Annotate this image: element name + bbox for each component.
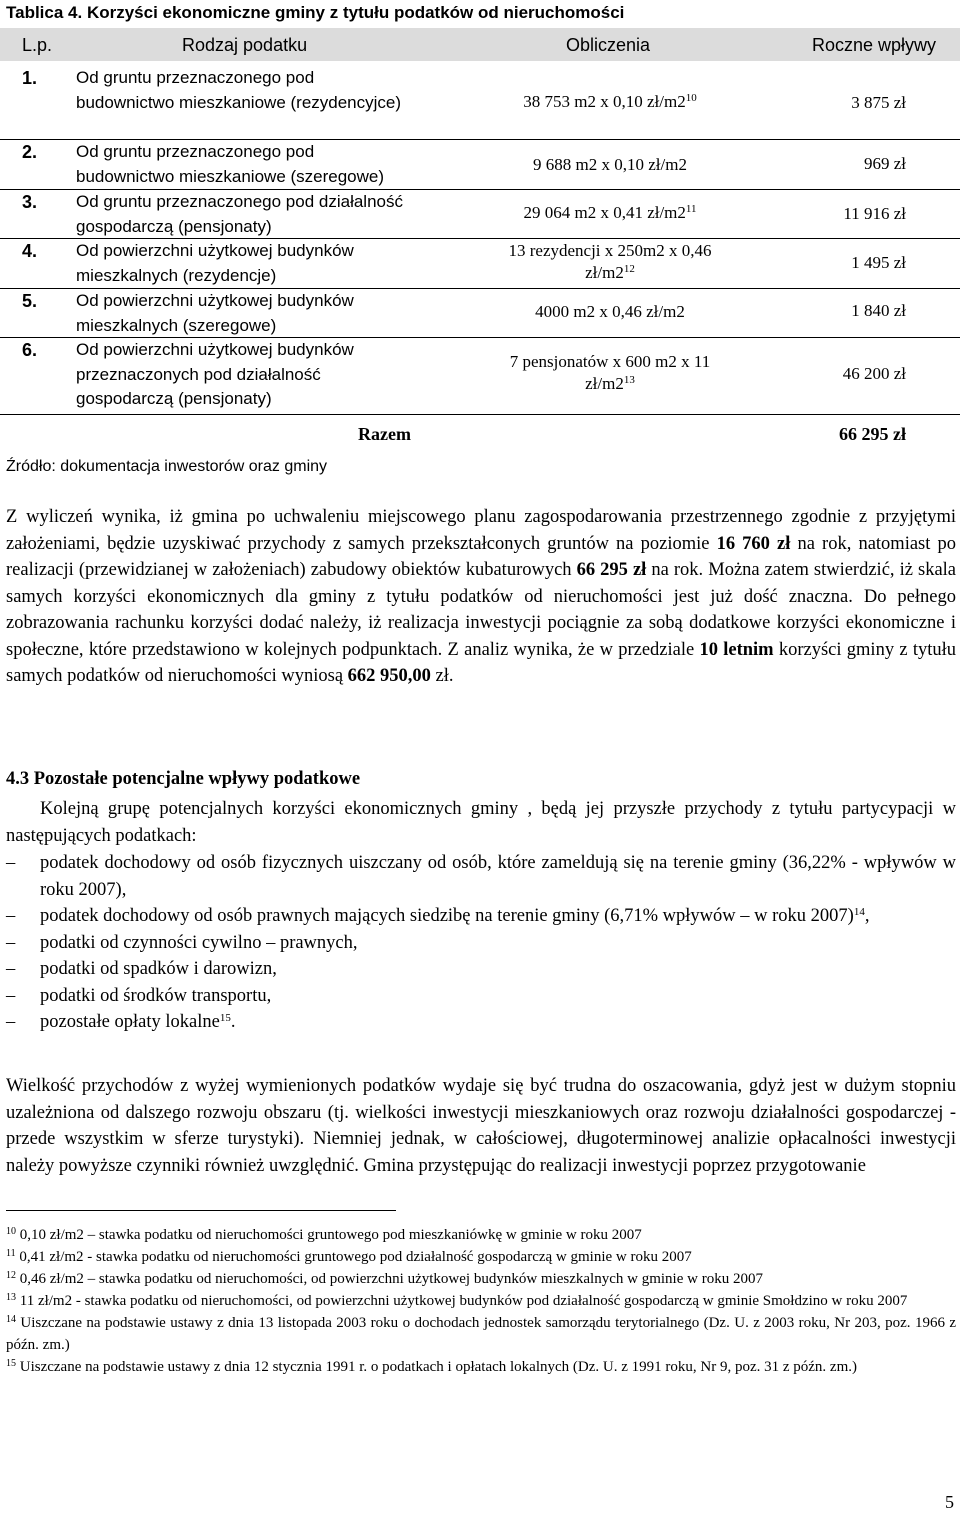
header-kind: Rodzaj podatku: [182, 35, 308, 55]
row-number: 6.: [22, 340, 38, 360]
row-number: 1.: [22, 68, 38, 88]
list-item: – podatki od czynności cywilno – prawnych,: [6, 932, 358, 953]
row-calc: 13 rezydencji x 250m2 x 0,46 $zł/m2^{12}$: [508, 241, 712, 282]
footnote: $^{12}$ 0,46 zł/m2 – stawka podatku od nieruchomości, od powierzchni użytkowej budynków mieszkalnych w gminie w roku 2007: [6, 1270, 763, 1287]
table-header: [0, 28, 960, 61]
footnotes: [6, 1224, 956, 1378]
row-kind: Od powierzchni użytkowej budynków mieszkalnych (rezydencje): [76, 241, 354, 285]
total-label: Razem: [358, 424, 411, 444]
row-divider: [0, 414, 960, 415]
list-item: – podatki od środków transportu,: [6, 985, 272, 1006]
row-number: 4.: [22, 241, 38, 261]
row-calc: 9 688 m2 x 0,10 zł/m2: [533, 155, 687, 174]
row-kind: Od powierzchni użytkowej budynków przeznaczonych pod działalność gospodarczą (pensjonaty): [76, 340, 354, 408]
footnote-divider: [6, 1210, 396, 1211]
tax-list: [0, 850, 956, 1036]
closing-paragraph: Wielkość przychodów z wyżej wymienionych podatków wydaje się być trudna do oszacowania, gdyż jest w dużym stopniu uzależniona od dalszego rozwoju obszaru (tj. wielkości inwestycji mieszkaniowych oraz rozwoju działalności gospodarczej - przede wszystkim w sferze turystyki). Niemniej jednak, w całościowej, długoterminowej analizie opłacalności inwestycji należy powyższe czynniki również uwzględnić. Gmina przystępując do realizacji inwestycji poprzez przygotowanie: [6, 1076, 956, 1176]
footnote: $^{13}$ 11 zł/m2 - stawka podatku od nieruchomości, od powierzchni użytkowej budynków pod działalność gospodarczą w gminie Smołdzino w roku 2007: [6, 1292, 908, 1309]
row-calc: 29 064 m2 x 0,41 $zł/m2^{11}$: [523, 203, 697, 222]
total-value: 66 295 zł: [839, 424, 906, 444]
section-intro: Kolejną grupę potencjalnych korzyści ekonomicznych gminy , będą jej przyszłe przychody z tytułu partycypacji w następujących podatkach:: [6, 799, 956, 846]
row-calc: 7 pensjonatów x 600 m2 x 11 $zł/m2^{13}$: [509, 352, 711, 393]
row-amount: 1 840 zł: [851, 301, 906, 320]
row-kind: Od gruntu przeznaczonego pod działalność gospodarczą (pensjonaty): [76, 192, 403, 236]
row-kind: Od gruntu przeznaczonego pod budownictwo mieszkaniowe (rezydencyjce): [76, 68, 402, 112]
page-number: 5: [945, 1492, 954, 1512]
summary-paragraph: Z wyliczeń wynika, iż gmina po uchwaleniu miejscowego planu zagospodarowania przestrzennego zgodnie z przyjętymi założeniami, będzie uzyskiwać przychody z samych przekształconych gruntów na poziomie 16 760 zł na rok, natomiast po realizacji (przewidzianej w założeniach) zabudowy obiektów kubaturowych 66 295 zł na rok. Można zatem stwierdzić, iż skala samych korzyści ekonomicznych dla gminy z tytułu podatków od nieruchomości jest już dość znaczna. Do pełnego zobrazowania rachunku korzyści dodać należy, iż realizacja inwestycji pociągnie za sobą dodatkowe korzyści ekonomiczne i społeczne, które przedstawiono w kolejnych podpunktach. Z analiz wynika, że w przedziale 10 letnim korzyści gminy z tytułu samych podatków od nieruchomości wyniosą 662 950,00 zł.: [6, 507, 957, 686]
row-amount: 3 875 zł: [851, 93, 906, 112]
row-calc: 4000 m2 x 0,46 zł/m2: [535, 302, 685, 321]
section-heading: 4.3 Pozostałe potencjalne wpływy podatkowe: [6, 769, 361, 789]
row-amount: 46 200 zł: [842, 364, 906, 383]
row-kind: Od gruntu przeznaczonego pod budownictwo mieszkaniowe (szeregowe): [76, 142, 385, 186]
footnote: $^{10}$ 0,10 zł/m2 – stawka podatku od nieruchomości gruntowego pod mieszkaniówkę w gminie w roku 2007: [6, 1226, 642, 1243]
row-amount: 969 zł: [863, 154, 906, 173]
list-item: – podatki od spadków i darowizn,: [6, 959, 277, 979]
list-item: – pozostałe opłaty lokalne$^{15}$.: [6, 1012, 236, 1032]
list-item: – podatek dochodowy od osób prawnych mających siedzibę na terenie gminy (6,71% wpływów – w roku 2007)$^{14}$,: [6, 906, 870, 926]
row-calc: 38 753 m2 x 0,10 $zł/m2^{10}$: [523, 92, 697, 111]
footnote: $^{15}$ Uiszczane na podstawie ustawy z dnia 12 stycznia 1991 r. o podatkach i opłatach lokalnych (Dz. U. z 1991 roku, Nr 9, poz. 31 z późn. zm.): [6, 1358, 858, 1375]
row-number: 5.: [22, 291, 38, 311]
row-number: 3.: [22, 192, 38, 212]
list-item: – podatek dochodowy od osób fizycznych uiszczany od osób, które zameldują się na terenie gminy (36,22% - wpływów w roku 2007),: [6, 853, 956, 900]
table-title: Tablica 4. Korzyści ekonomiczne gminy z tytułu podatków od nieruchomości: [6, 3, 625, 22]
header-lp: L.p.: [22, 35, 53, 55]
footnote: $^{11}$ 0,41 zł/m2 - stawka podatku od nieruchomości gruntowego pod działalność gospodarczą w gminie w roku 2007: [6, 1248, 692, 1265]
row-number: 2.: [22, 142, 38, 162]
row-amount: 1 495 zł: [851, 253, 906, 272]
row-kind: Od powierzchni użytkowej budynków mieszkalnych (szeregowe): [76, 291, 354, 335]
header-income: Roczne wpływy: [811, 35, 936, 55]
header-calc: Obliczenia: [566, 35, 651, 55]
row-amount: 11 916 zł: [843, 204, 906, 223]
footnote: $^{14}$ Uiszczane na podstawie ustawy z dnia 13 listopada 2003 roku o dochodach jednostek samorządu terytorialnego (Dz. U. z 2003 roku, Nr 203, poz. 1966 z późn. zm.): [6, 1314, 957, 1353]
table-source: Źródło: dokumentacja inwestorów oraz gminy: [6, 458, 328, 475]
